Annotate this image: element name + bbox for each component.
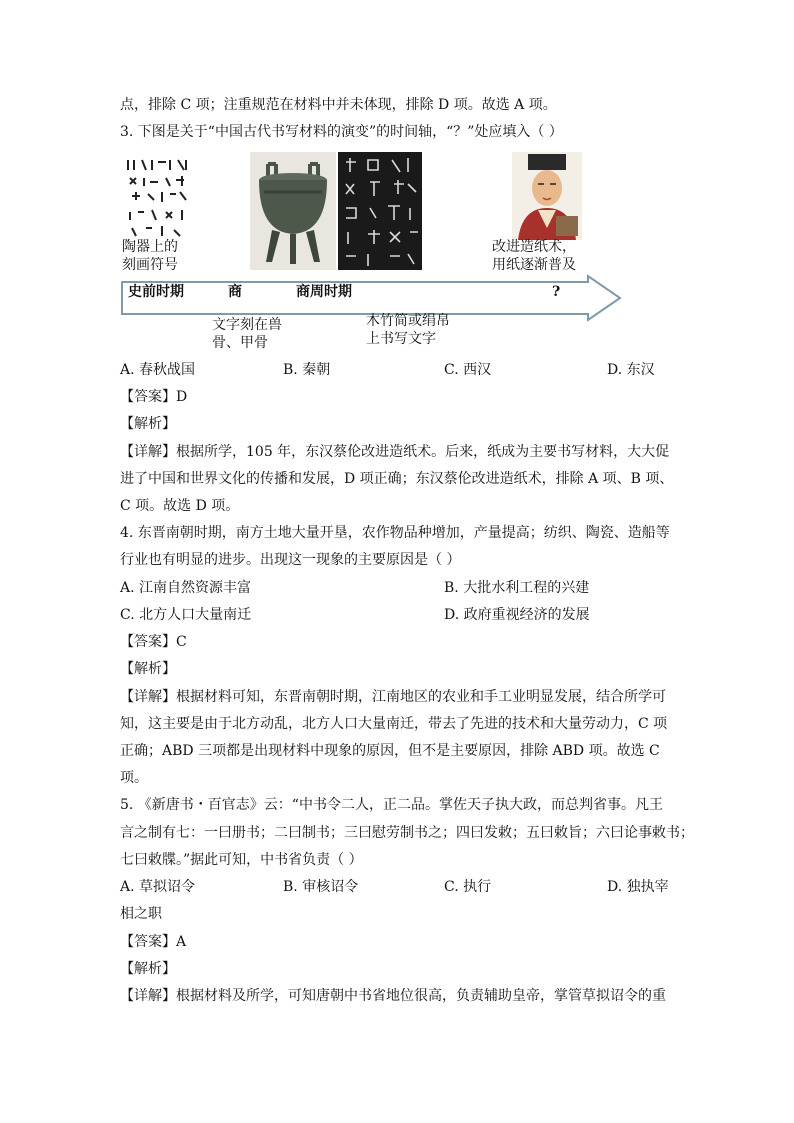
q5-option-a[interactable]: A. 草拟诏令 bbox=[120, 879, 196, 895]
q3-stem: 3. 下图是关于“中国古代书写材料的演变”的时间轴，“？”处应填入（ ） bbox=[120, 124, 563, 140]
q3-analysis-label: 【解析】 bbox=[120, 416, 176, 432]
q4-detail-line-2: 知，这主要是由于北方动乱，北方人口大量南迁，带去了先进的技术和大量劳动力，C 项 bbox=[120, 716, 668, 732]
q4-detail-line-3: 正确；ABD 三项都是出现材料中现象的原因，但不是主要原因，排除 ABD 项。故选 C bbox=[120, 743, 660, 759]
pottery-symbols-image bbox=[122, 154, 194, 240]
timeline-label-prehistoric: 史前时期 bbox=[128, 284, 184, 300]
cai-lun-portrait-image bbox=[512, 152, 582, 240]
q3-option-c[interactable]: C. 西汉 bbox=[444, 362, 492, 378]
q4-stem-line-1: 4. 东晋南朝时期，南方土地大量开垦，农作物品种增加，产量提高；纺织、陶瓷、造船等 bbox=[120, 525, 670, 541]
q5-stem-line-2: 言之制有七：一曰册书；二曰制书；三曰慰劳制书之；四曰发敕；五曰敕旨；六曰论事敕书； bbox=[120, 825, 694, 841]
q5-option-d-continued: 相之职 bbox=[120, 906, 162, 922]
q3-option-a[interactable]: A. 春秋战国 bbox=[120, 362, 196, 378]
q5-option-b[interactable]: B. 审核诏令 bbox=[283, 879, 359, 895]
q4-answer: 【答案】C bbox=[120, 634, 187, 650]
timeline-figure bbox=[118, 150, 628, 355]
q5-option-c[interactable]: C. 执行 bbox=[444, 879, 492, 895]
q4-stem-line-2: 行业也有明显的进步。出现这一现象的主要原因是（ ） bbox=[120, 552, 461, 568]
timeline-label-shang: 商 bbox=[228, 284, 242, 300]
q5-stem-line-1: 5. 《新唐书・百官志》云：“中书令二人，正二品。掌佐天子执大政，而总判省事。凡王 bbox=[120, 797, 663, 813]
caption-paper-1: 改进造纸术， bbox=[492, 239, 576, 255]
q4-option-c[interactable]: C. 北方人口大量南迁 bbox=[120, 607, 252, 623]
caption-paper-2: 用纸逐渐普及 bbox=[492, 257, 576, 273]
q4-option-a[interactable]: A. 江南自然资源丰富 bbox=[120, 580, 252, 596]
caption-pottery-2: 刻画符号 bbox=[122, 257, 178, 273]
q3-detail-line-3: C 项。故选 D 项。 bbox=[120, 498, 240, 514]
q5-analysis-label: 【解析】 bbox=[120, 961, 176, 977]
q4-analysis-label: 【解析】 bbox=[120, 661, 176, 677]
q3-option-d[interactable]: D. 东汉 bbox=[607, 362, 655, 378]
prev-answer-tail: 点，排除 C 项；注重规范在材料中并未体现，排除 D 项。故选 A 项。 bbox=[120, 97, 557, 113]
q5-answer: 【答案】A bbox=[120, 934, 187, 950]
q3-detail-line-2: 进了中国和世界文化的传播和发展，D 项正确；东汉蔡伦改进造纸术，排除 A 项、B 项、 bbox=[120, 471, 674, 487]
caption-oracle-2: 骨、甲骨 bbox=[212, 335, 268, 351]
q4-option-b[interactable]: B. 大批水利工程的兴建 bbox=[444, 580, 590, 596]
q3-detail-line-1: 【详解】根据所学，105 年，东汉蔡伦改进造纸术。后来，纸成为主要书写材料，大大促 bbox=[120, 444, 670, 460]
timeline-label-shang-zhou: 商周时期 bbox=[296, 284, 352, 300]
caption-pottery-1: 陶器上的 bbox=[122, 239, 178, 255]
q4-detail-line-1: 【详解】根据材料可知，东晋南朝时期，江南地区的农业和手工业明显发展，结合所学可 bbox=[120, 689, 666, 705]
q5-option-d[interactable]: D. 独执宰 bbox=[607, 879, 669, 895]
timeline-label-unknown: ? bbox=[552, 284, 561, 300]
caption-oracle-1: 文字刻在兽 bbox=[212, 317, 282, 333]
q5-stem-line-3: 七曰敕牒。”据此可知，中书省负责（ ） bbox=[120, 852, 363, 868]
q3-option-b[interactable]: B. 秦朝 bbox=[283, 362, 331, 378]
caption-bamboo-2: 上书写文字 bbox=[366, 331, 436, 347]
bronze-ding-image bbox=[250, 152, 336, 270]
inscription-rubbing-image bbox=[338, 152, 422, 270]
q5-detail-line-1: 【详解】根据材料及所学，可知唐朝中书省地位很高，负责辅助皇帝，掌管草拟诏令的重 bbox=[120, 988, 666, 1004]
q3-answer: 【答案】D bbox=[120, 389, 188, 405]
caption-bamboo-1: 木竹简或绢帛 bbox=[366, 313, 450, 329]
q4-option-d[interactable]: D. 政府重视经济的发展 bbox=[444, 607, 590, 623]
q4-detail-line-4: 项。 bbox=[120, 770, 148, 786]
